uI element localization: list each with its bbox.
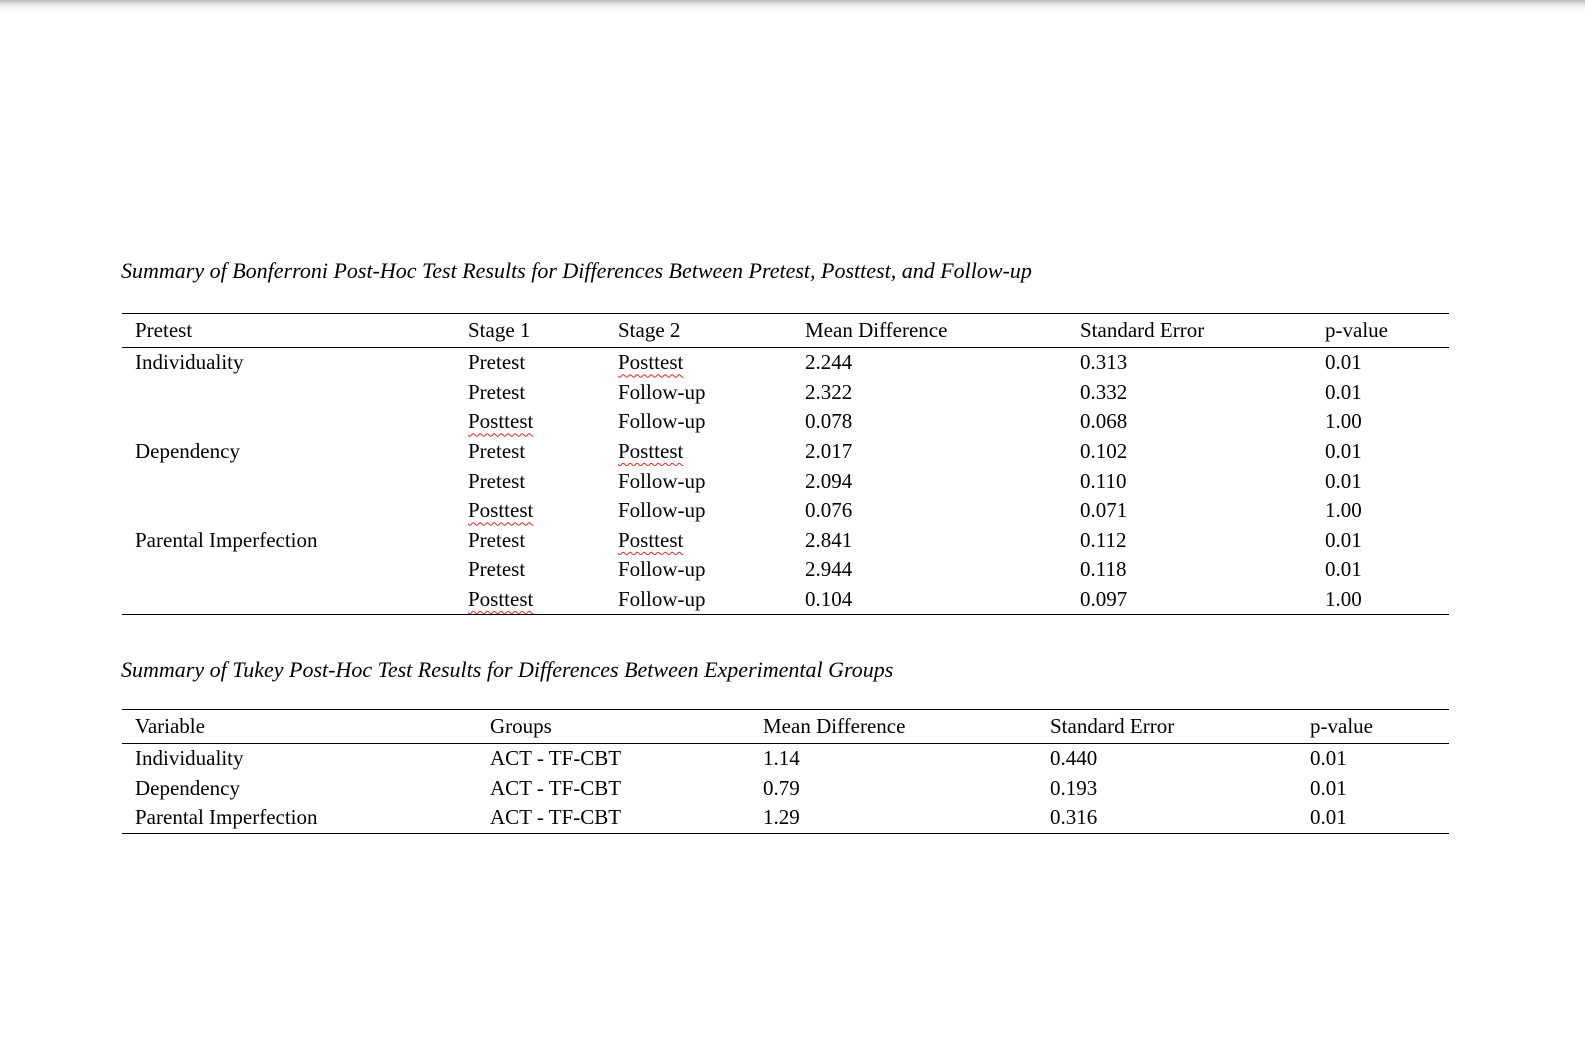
cell-stage1-misspelled: Posttest bbox=[468, 587, 534, 612]
cell-p-value: 0.01 bbox=[1325, 557, 1362, 582]
cell-p-value: 0.01 bbox=[1325, 439, 1362, 464]
cell-stage1: Pretest bbox=[468, 379, 526, 404]
cell-variable: Dependency bbox=[135, 775, 240, 800]
cell-standard-error: 0.102 bbox=[1080, 439, 1128, 464]
table-header-row bbox=[122, 710, 1449, 744]
table-row bbox=[122, 496, 1449, 526]
cell-standard-error: 0.097 bbox=[1080, 587, 1128, 612]
column-header-p-value: p-value bbox=[1310, 710, 1449, 744]
cell-group: Individuality bbox=[135, 350, 244, 375]
bonferroni-table-title: Summary of Bonferroni Post-Hoc Test Results for Differences Between Pretest, Posttest, and Follow-up bbox=[121, 258, 1032, 283]
cell-groups: ACT - TF-CBT bbox=[490, 805, 622, 830]
cell-stage2: Follow-up bbox=[618, 498, 706, 523]
cell-stage1-misspelled: Posttest bbox=[468, 498, 534, 523]
cell-group bbox=[122, 496, 468, 526]
cell-mean-difference: 2.841 bbox=[805, 527, 853, 552]
column-header-standard-error: Standard Error bbox=[1080, 314, 1325, 348]
cell-group bbox=[122, 555, 468, 585]
cell-stage2: Follow-up bbox=[618, 587, 706, 612]
cell-group bbox=[122, 378, 468, 408]
cell-stage1: Pretest bbox=[468, 350, 526, 375]
table-row bbox=[122, 555, 1449, 585]
cell-standard-error: 0.112 bbox=[1080, 527, 1127, 552]
cell-stage2: Follow-up bbox=[618, 409, 706, 434]
cell-variable: Individuality bbox=[135, 746, 244, 771]
tukey-table-title: Summary of Tukey Post-Hoc Test Results for Differences Between Experimental Groups bbox=[121, 657, 894, 682]
cell-group: Dependency bbox=[135, 439, 240, 464]
cell-standard-error: 0.332 bbox=[1080, 379, 1128, 404]
page-top-edge-shadow bbox=[0, 0, 1585, 13]
column-header-variable: Variable bbox=[122, 710, 490, 744]
cell-mean-difference: 0.078 bbox=[805, 409, 853, 434]
cell-stage2: Follow-up bbox=[618, 468, 706, 493]
cell-p-value: 0.01 bbox=[1325, 379, 1362, 404]
column-header-stage1: Stage 1 bbox=[468, 314, 618, 348]
cell-standard-error: 0.118 bbox=[1080, 557, 1127, 582]
table-header-row bbox=[122, 314, 1449, 348]
cell-p-value: 1.00 bbox=[1325, 409, 1362, 434]
cell-stage1: Pretest bbox=[468, 468, 526, 493]
cell-p-value: 0.01 bbox=[1325, 350, 1362, 375]
cell-stage2-misspelled: Posttest bbox=[618, 439, 684, 464]
table-row bbox=[122, 466, 1449, 496]
cell-standard-error: 0.068 bbox=[1080, 409, 1128, 434]
column-header-pretest: Pretest bbox=[122, 314, 468, 348]
cell-group bbox=[122, 466, 468, 496]
bonferroni-table bbox=[122, 313, 1449, 615]
cell-mean-difference: 0.076 bbox=[805, 498, 853, 523]
cell-mean-difference: 1.14 bbox=[763, 746, 800, 771]
cell-group bbox=[122, 407, 468, 437]
cell-stage2-misspelled: Posttest bbox=[618, 350, 684, 375]
cell-mean-difference: 0.79 bbox=[763, 775, 800, 800]
cell-stage2-misspelled: Posttest bbox=[618, 527, 684, 552]
cell-standard-error: 0.110 bbox=[1080, 468, 1127, 493]
cell-variable: Parental Imperfection bbox=[135, 805, 318, 830]
cell-mean-difference: 0.104 bbox=[805, 587, 853, 612]
cell-groups: ACT - TF-CBT bbox=[490, 746, 622, 771]
cell-p-value: 0.01 bbox=[1310, 805, 1347, 830]
table-row bbox=[122, 774, 1449, 804]
cell-mean-difference: 2.094 bbox=[805, 468, 853, 493]
table-row bbox=[122, 585, 1449, 615]
cell-stage1: Pretest bbox=[468, 557, 526, 582]
table-row bbox=[122, 437, 1449, 467]
cell-mean-difference: 2.244 bbox=[805, 350, 853, 375]
table-row bbox=[122, 348, 1449, 378]
cell-p-value: 0.01 bbox=[1310, 746, 1347, 771]
table-row bbox=[122, 744, 1449, 774]
table-row bbox=[122, 378, 1449, 408]
cell-group bbox=[122, 585, 468, 615]
cell-standard-error: 0.193 bbox=[1050, 775, 1098, 800]
cell-mean-difference: 2.944 bbox=[805, 557, 853, 582]
column-header-standard-error: Standard Error bbox=[1050, 710, 1310, 744]
cell-stage1: Pretest bbox=[468, 439, 526, 464]
tukey-table bbox=[122, 709, 1449, 834]
cell-mean-difference: 1.29 bbox=[763, 805, 800, 830]
cell-stage2: Follow-up bbox=[618, 379, 706, 404]
cell-group: Parental Imperfection bbox=[135, 527, 318, 552]
column-header-p-value: p-value bbox=[1325, 314, 1449, 348]
cell-standard-error: 0.071 bbox=[1080, 498, 1128, 523]
cell-p-value: 0.01 bbox=[1325, 527, 1362, 552]
cell-stage2: Follow-up bbox=[618, 557, 706, 582]
column-header-groups: Groups bbox=[490, 710, 763, 744]
cell-stage1-misspelled: Posttest bbox=[468, 409, 534, 434]
column-header-mean-difference: Mean Difference bbox=[763, 710, 1050, 744]
table-row bbox=[122, 407, 1449, 437]
table-row bbox=[122, 803, 1449, 833]
cell-standard-error: 0.440 bbox=[1050, 746, 1098, 771]
cell-standard-error: 0.313 bbox=[1080, 350, 1128, 375]
column-header-stage2: Stage 2 bbox=[618, 314, 805, 348]
table-row bbox=[122, 526, 1449, 556]
cell-groups: ACT - TF-CBT bbox=[490, 775, 622, 800]
cell-stage1: Pretest bbox=[468, 527, 526, 552]
column-header-mean-difference: Mean Difference bbox=[805, 314, 1080, 348]
cell-p-value: 0.01 bbox=[1325, 468, 1362, 493]
cell-standard-error: 0.316 bbox=[1050, 805, 1098, 830]
cell-mean-difference: 2.322 bbox=[805, 379, 853, 404]
cell-p-value: 1.00 bbox=[1325, 498, 1362, 523]
cell-mean-difference: 2.017 bbox=[805, 439, 853, 464]
cell-p-value: 1.00 bbox=[1325, 587, 1362, 612]
cell-p-value: 0.01 bbox=[1310, 775, 1347, 800]
